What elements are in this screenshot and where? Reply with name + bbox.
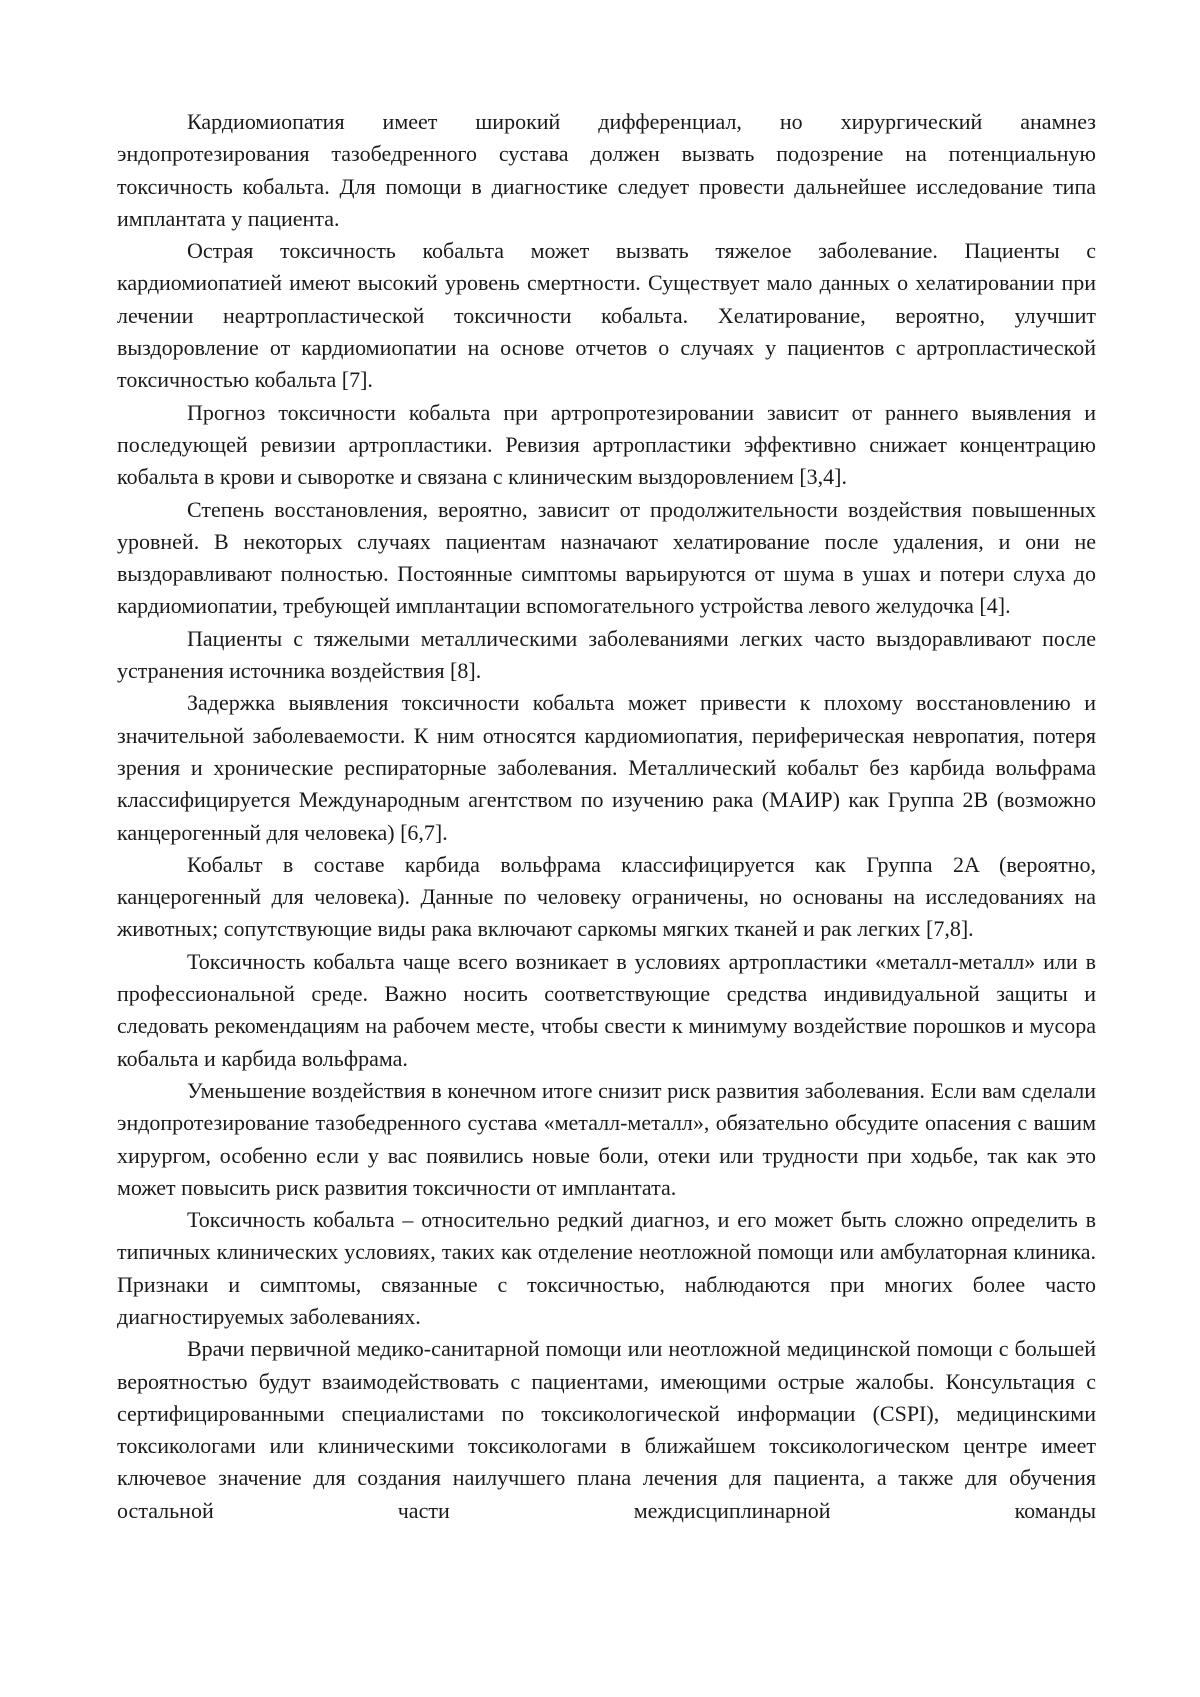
paragraph-6: Задержка выявления токсичности кобальта может привести к плохому восстановлению и значительной заболеваемости. К ним относятся кардиомиопатия, периферическая невропатия, потеря зрения и хронические респираторные заболевания. Металлический кобальт без карбида вольфрама классифицируется Международным агентством по изучению рака (МАИР) как Группа 2B (возможно канцерогенный для человека) [6,7]. <box>117 690 1096 845</box>
paragraph-7: Кобальт в составе карбида вольфрама классифицируется как Группа 2A (вероятно, канцерогенный для человека). Данные по человеку ограничены, но основаны на исследованиях на животных; сопутствующие виды рака включают саркомы мягких тканей и рак легких [7,8]. <box>117 851 1096 942</box>
paragraph-10: Токсичность кобальта – относительно редкий диагноз, и его может быть сложно определить в типичных клинических условиях, таких как отделение неотложной помощи или амбулаторная клиника. Признаки и симптомы, связанные с токсичностью, наблюдаются при многих более часто диагностируемых заболеваниях. <box>117 1207 1096 1329</box>
paragraph-4: Степень восстановления, вероятно, зависит от продолжительности воздействия повышенных уровней. В некоторых случаях пациентам назначают хелатирование после удаления, и они не выздоравливают полностью. Постоянные симптомы варьируются от шума в ушах и потери слуха до кардиомиопатии, требующей имплантации вспомогательного устройства левого желудочка [4]. <box>117 496 1096 619</box>
paragraph-11: Врачи первичной медико-санитарной помощи или неотложной медицинской помощи с большей вероятностью будут взаимодействовать с пациентами, имеющими острые жалобы. Консультация с сертифицированными специалистами по токсикологической информации (CSPI), медицинскими токсикологами или клиническими токсикологами в ближайшем токсикологическом центре имеет ключевое значение для создания наилучшего плана лечения для пациента, а также для обучения остальной части междисциплинарной команды <box>117 1336 1096 1523</box>
paragraph-1: Кардиомиопатия имеет широкий дифференциал, но хирургический анамнез эндопротезирования тазобедренного сустава должен вызвать подозрение на потенциальную токсичность кобальта. Для помощи в диагностике следует провести дальнейшее исследование типа имплантата у пациента. <box>117 109 1096 231</box>
document-page <box>117 106 1096 1527</box>
paragraph-5: Пациенты с тяжелыми металлическими заболеваниями легких часто выздоравливают после устранения источника воздействия [8]. <box>117 625 1096 684</box>
paragraph-9: Уменьшение воздействия в конечном итоге снизит риск развития заболевания. Если вам сделали эндопротезирование тазобедренного сустава «металл-металл», обязательно обсудите опасения с вашим хирургом, особенно если у вас появились новые боли, отеки или трудности при ходьбе, так как это может повысить риск развития токсичности от имплантата. <box>117 1077 1096 1200</box>
paragraph-2: Острая токсичность кобальта может вызвать тяжелое заболевание. Пациенты с кардиомиопатией имеют высокий уровень смертности. Существует мало данных о хелатировании при лечении неартропластической токсичности кобальта. Хелатирование, вероятно, улучшит выздоровление от кардиомиопатии на основе отчетов о случаях у пациентов с артропластической токсичностью кобальта [7]. <box>117 238 1096 393</box>
paragraph-8: Токсичность кобальта чаще всего возникает в условиях артропластики «металл-металл» или в профессиональной среде. Важно носить соответствующие средства индивидуальной защиты и следовать рекомендациям на рабочем месте, чтобы свести к минимуму воздействие порошков и мусора кобальта и карбида вольфрама. <box>117 948 1096 1071</box>
paragraph-3: Прогноз токсичности кобальта при артропротезировании зависит от раннего выявления и последующей ревизии артропластики. Ревизия артропластики эффективно снижает концентрацию кобальта в крови и сыворотке и связана с клиническим выздоровлением [3,4]. <box>117 399 1096 490</box>
